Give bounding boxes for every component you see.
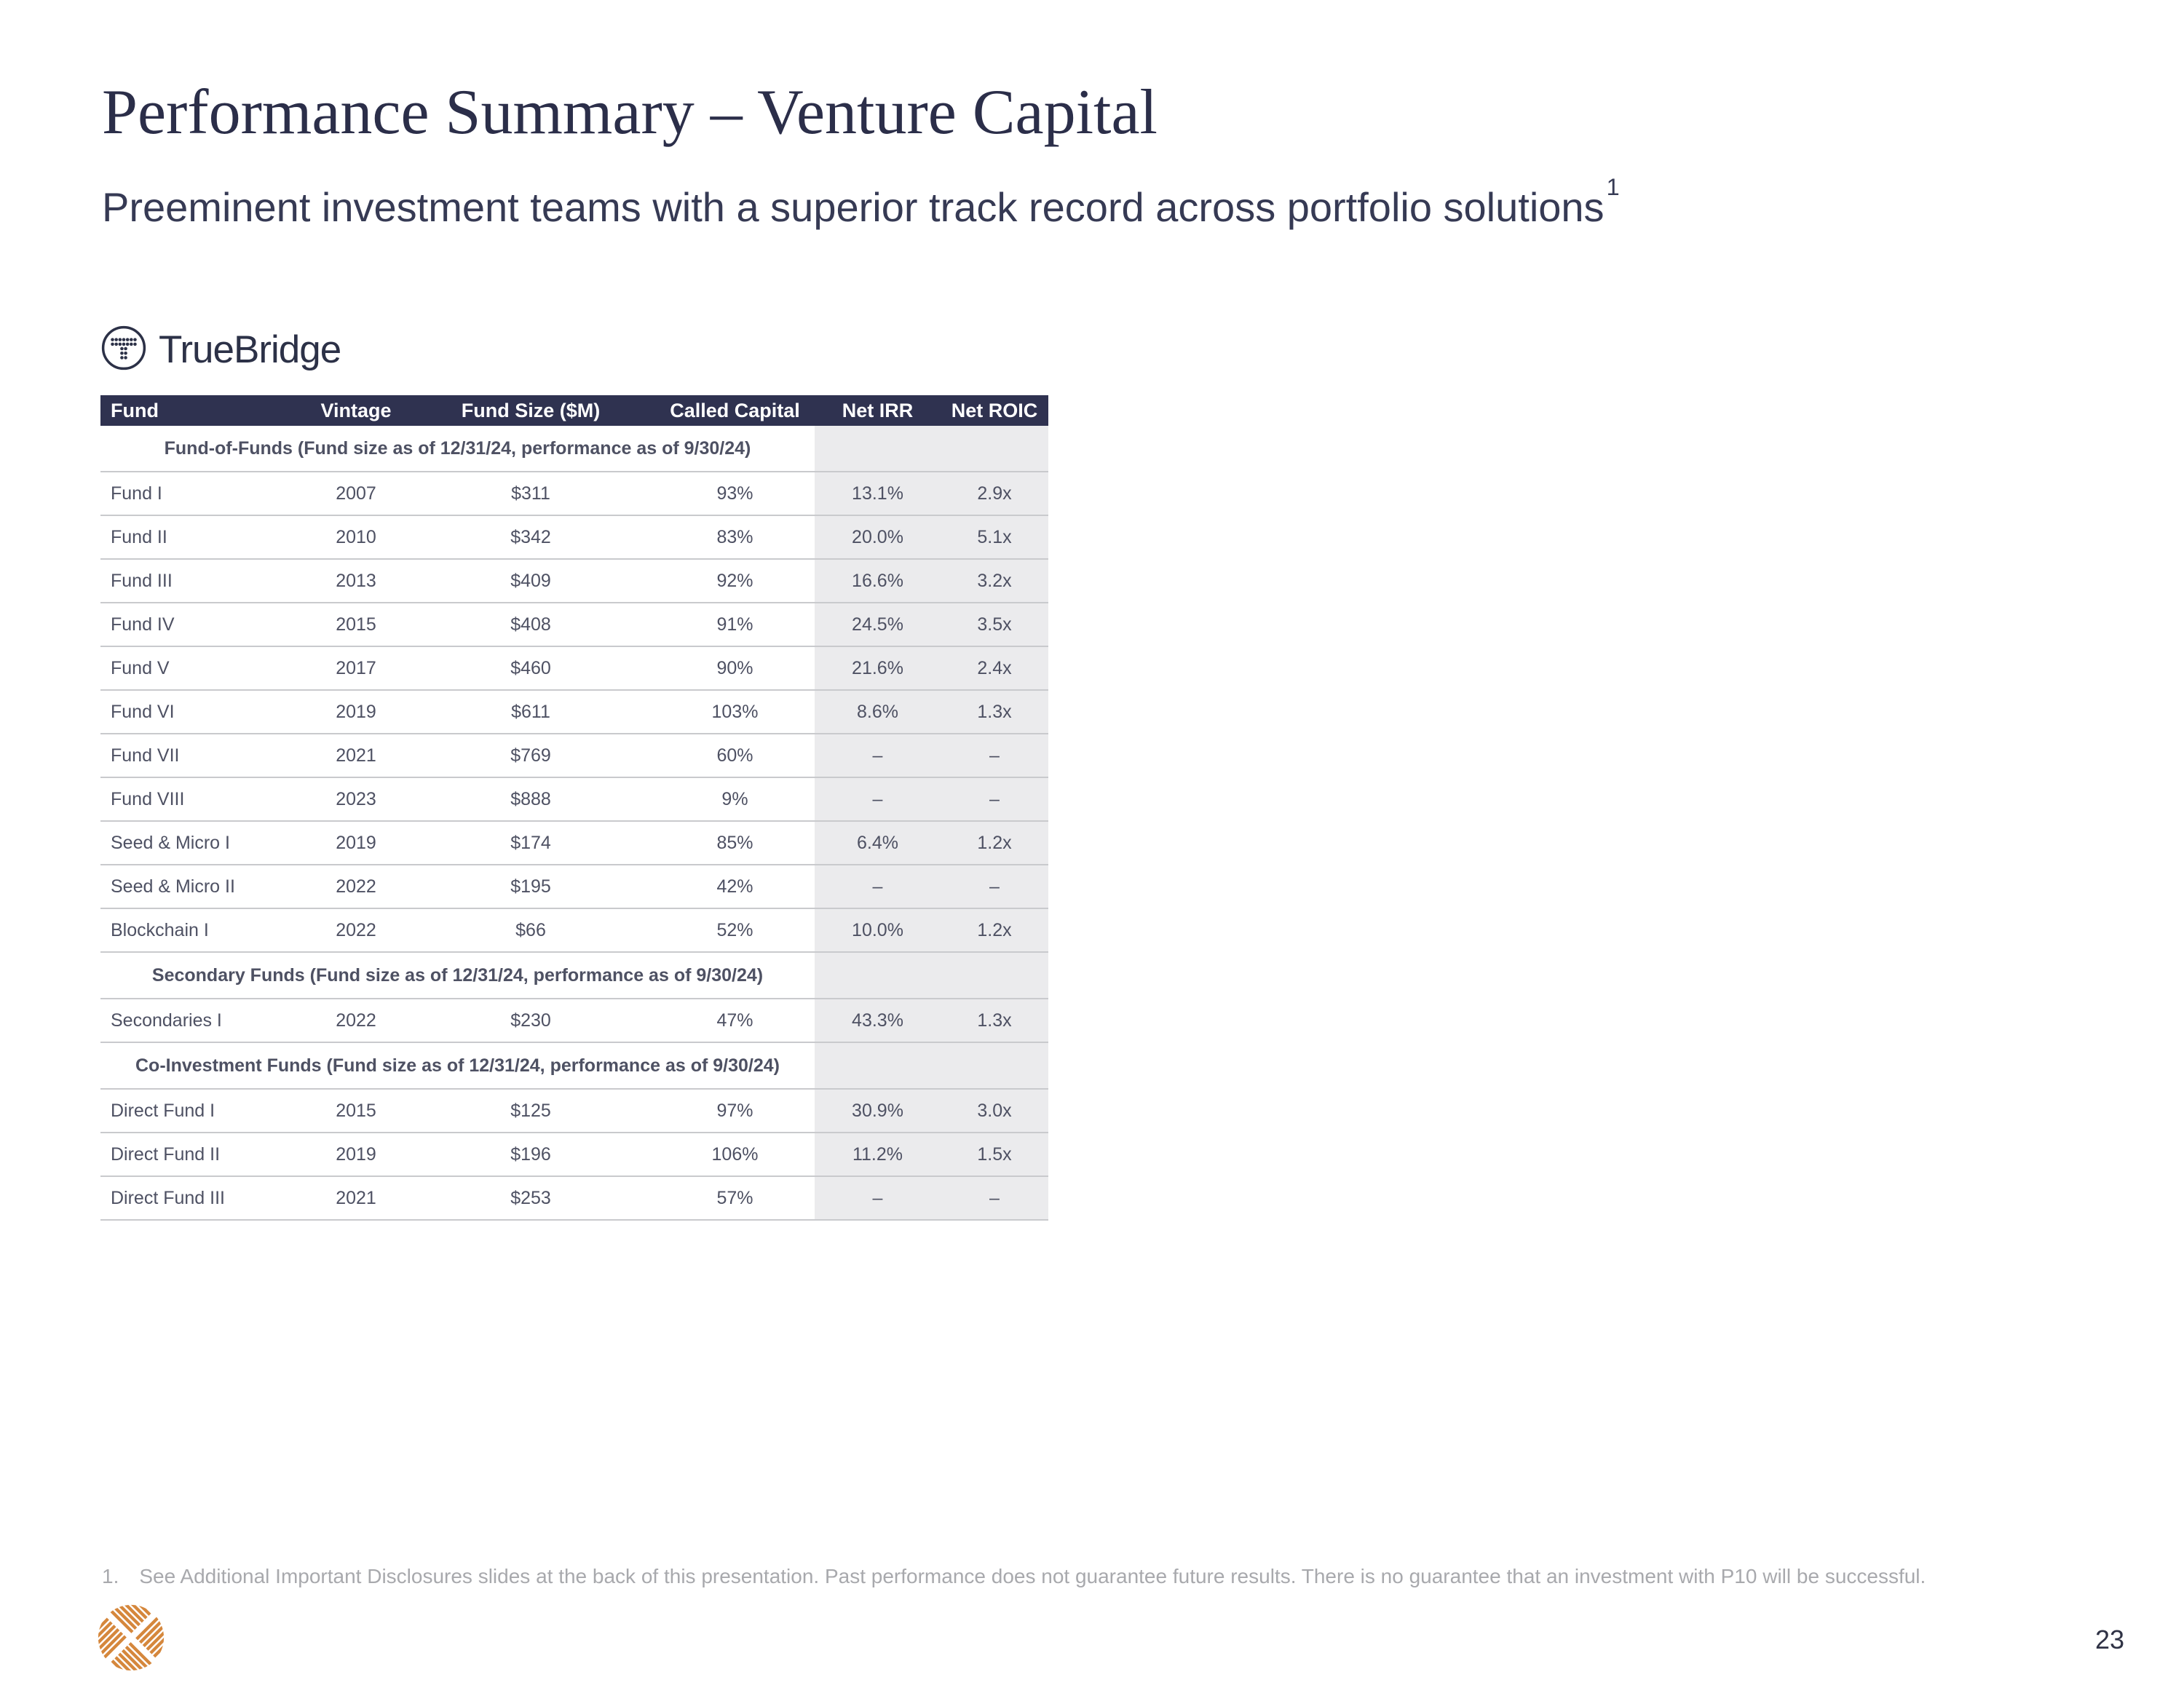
fund-name: Seed & Micro I <box>100 821 306 865</box>
fund-row <box>100 559 1048 603</box>
vintage: 2013 <box>306 559 406 603</box>
fund-name: Fund IV <box>100 603 306 646</box>
called-capital: 92% <box>655 559 815 603</box>
footnote-text: See Additional Important Disclosures slides at the back of this presentation. Past performance does not guarantee future results. There is no guarantee that an investment with P10 will be successful. <box>139 1565 1926 1587</box>
page-subtitle <box>102 174 1620 231</box>
net-irr: 6.4% <box>815 821 941 865</box>
subtitle-text: Preeminent investment teams with a superior track record across portfolio solutions <box>102 184 1605 230</box>
vintage: 2019 <box>306 690 406 734</box>
called-capital: 9% <box>655 777 815 821</box>
fund-row <box>100 821 1048 865</box>
section-label: Fund-of-Funds (Fund size as of 12/31/24, performance as of 9/30/24) <box>164 437 751 459</box>
net-roic: – <box>941 1176 1048 1220</box>
vintage: 2010 <box>306 515 406 559</box>
net-irr: 11.2% <box>815 1133 941 1176</box>
section-label: Co-Investment Funds (Fund size as of 12/31/24, performance as of 9/30/24) <box>100 1042 815 1089</box>
called-capital: 60% <box>655 734 815 777</box>
fund-name: Fund I <box>100 472 306 515</box>
section-row <box>100 952 1048 999</box>
called-capital: 47% <box>655 999 815 1042</box>
fund-size: $342 <box>406 515 655 559</box>
fund-row <box>100 1176 1048 1220</box>
vintage: 2017 <box>306 646 406 690</box>
col-header-called-capital: Called Capital <box>655 395 815 426</box>
net-roic: 3.0x <box>941 1089 1048 1133</box>
net-roic: 1.2x <box>941 908 1048 952</box>
net-roic: 1.2x <box>941 821 1048 865</box>
fund-row <box>100 690 1048 734</box>
vintage: 2021 <box>306 1176 406 1220</box>
fund-size: $769 <box>406 734 655 777</box>
fund-size: $311 <box>406 472 655 515</box>
section-row <box>100 426 1048 472</box>
col-header-fund: Fund <box>100 395 306 426</box>
vintage: 2015 <box>306 1089 406 1133</box>
fund-table-body <box>100 426 1048 1220</box>
fund-row <box>100 1089 1048 1133</box>
fund-row <box>100 646 1048 690</box>
called-capital: 52% <box>655 908 815 952</box>
net-roic: 2.9x <box>941 472 1048 515</box>
vintage: 2019 <box>306 821 406 865</box>
fund-name: Fund VII <box>100 734 306 777</box>
col-header-fund-size: Fund Size ($M) <box>406 395 655 426</box>
fund-size: $408 <box>406 603 655 646</box>
section-shaded-cell <box>941 1042 1048 1089</box>
fund-row <box>100 999 1048 1042</box>
fund-name: Fund VI <box>100 690 306 734</box>
net-irr: 10.0% <box>815 908 941 952</box>
fund-name: Fund V <box>100 646 306 690</box>
net-irr: 21.6% <box>815 646 941 690</box>
called-capital: 97% <box>655 1089 815 1133</box>
col-header-vintage: Vintage <box>306 395 406 426</box>
fund-name: Secondaries I <box>100 999 306 1042</box>
page-title: Performance Summary – Venture Capital <box>102 77 1158 148</box>
called-capital: 85% <box>655 821 815 865</box>
truebridge-brand-name: TrueBridge <box>159 328 341 371</box>
net-irr: 16.6% <box>815 559 941 603</box>
called-capital: 42% <box>655 865 815 908</box>
footnote-number: 1. <box>102 1565 119 1587</box>
called-capital: 57% <box>655 1176 815 1220</box>
fund-size: $611 <box>406 690 655 734</box>
fund-name: Blockchain I <box>100 908 306 952</box>
fund-size: $196 <box>406 1133 655 1176</box>
fund-name: Direct Fund II <box>100 1133 306 1176</box>
fund-size: $230 <box>406 999 655 1042</box>
fund-row <box>100 472 1048 515</box>
fund-size: $174 <box>406 821 655 865</box>
fund-name: Direct Fund I <box>100 1089 306 1133</box>
net-roic: – <box>941 865 1048 908</box>
net-irr: 43.3% <box>815 999 941 1042</box>
truebridge-logo-icon <box>100 325 147 375</box>
fund-size: $888 <box>406 777 655 821</box>
fund-name: Direct Fund III <box>100 1176 306 1220</box>
fund-size: $195 <box>406 865 655 908</box>
vintage: 2015 <box>306 603 406 646</box>
vintage: 2022 <box>306 865 406 908</box>
net-irr: 20.0% <box>815 515 941 559</box>
called-capital: 103% <box>655 690 815 734</box>
net-irr: – <box>815 734 941 777</box>
fund-row <box>100 777 1048 821</box>
section-row <box>100 1042 1048 1089</box>
vintage: 2007 <box>306 472 406 515</box>
vintage: 2022 <box>306 999 406 1042</box>
called-capital: 93% <box>655 472 815 515</box>
net-irr: – <box>815 1176 941 1220</box>
fund-row <box>100 515 1048 559</box>
col-header-net-irr: Net IRR <box>815 395 941 426</box>
col-header-net-roic: Net ROIC <box>941 395 1048 426</box>
section-shaded-cell <box>815 952 941 999</box>
vintage: 2019 <box>306 1133 406 1176</box>
fund-size: $66 <box>406 908 655 952</box>
net-roic: 5.1x <box>941 515 1048 559</box>
net-roic: 3.2x <box>941 559 1048 603</box>
p10-logo-icon <box>96 1603 166 1673</box>
fund-row <box>100 865 1048 908</box>
section-shaded-cell <box>815 1042 941 1089</box>
net-roic: 1.3x <box>941 690 1048 734</box>
called-capital: 106% <box>655 1133 815 1176</box>
net-irr: 8.6% <box>815 690 941 734</box>
fund-name: Seed & Micro II <box>100 865 306 908</box>
vintage: 2022 <box>306 908 406 952</box>
section-label: Secondary Funds (Fund size as of 12/31/24, performance as of 9/30/24) <box>100 952 815 999</box>
net-irr: – <box>815 777 941 821</box>
net-roic: 3.5x <box>941 603 1048 646</box>
called-capital: 83% <box>655 515 815 559</box>
fund-size: $125 <box>406 1089 655 1133</box>
section-shaded-cell <box>941 426 1048 472</box>
performance-table <box>100 395 1048 1221</box>
footnote <box>102 1565 1926 1588</box>
section-shaded-cell <box>941 952 1048 999</box>
section-shaded-cell <box>815 426 941 472</box>
fund-row <box>100 908 1048 952</box>
vintage: 2021 <box>306 734 406 777</box>
table-header-row <box>100 395 1048 426</box>
net-roic: – <box>941 734 1048 777</box>
fund-row <box>100 734 1048 777</box>
fund-name: Fund VIII <box>100 777 306 821</box>
net-irr: – <box>815 865 941 908</box>
fund-row <box>100 603 1048 646</box>
net-irr: 30.9% <box>815 1089 941 1133</box>
fund-size: $409 <box>406 559 655 603</box>
net-roic: 1.3x <box>941 999 1048 1042</box>
fund-size: $253 <box>406 1176 655 1220</box>
fund-name: Fund III <box>100 559 306 603</box>
net-roic: – <box>941 777 1048 821</box>
net-irr: 13.1% <box>815 472 941 515</box>
net-irr: 24.5% <box>815 603 941 646</box>
net-roic: 1.5x <box>941 1133 1048 1176</box>
vintage: 2023 <box>306 777 406 821</box>
page-number: 23 <box>2094 1625 2124 1654</box>
fund-size: $460 <box>406 646 655 690</box>
called-capital: 90% <box>655 646 815 690</box>
net-roic: 2.4x <box>941 646 1048 690</box>
called-capital: 91% <box>655 603 815 646</box>
truebridge-brand <box>100 325 341 375</box>
subtitle-footnote-ref: 1 <box>1606 174 1620 201</box>
fund-name: Fund II <box>100 515 306 559</box>
fund-row <box>100 1133 1048 1176</box>
